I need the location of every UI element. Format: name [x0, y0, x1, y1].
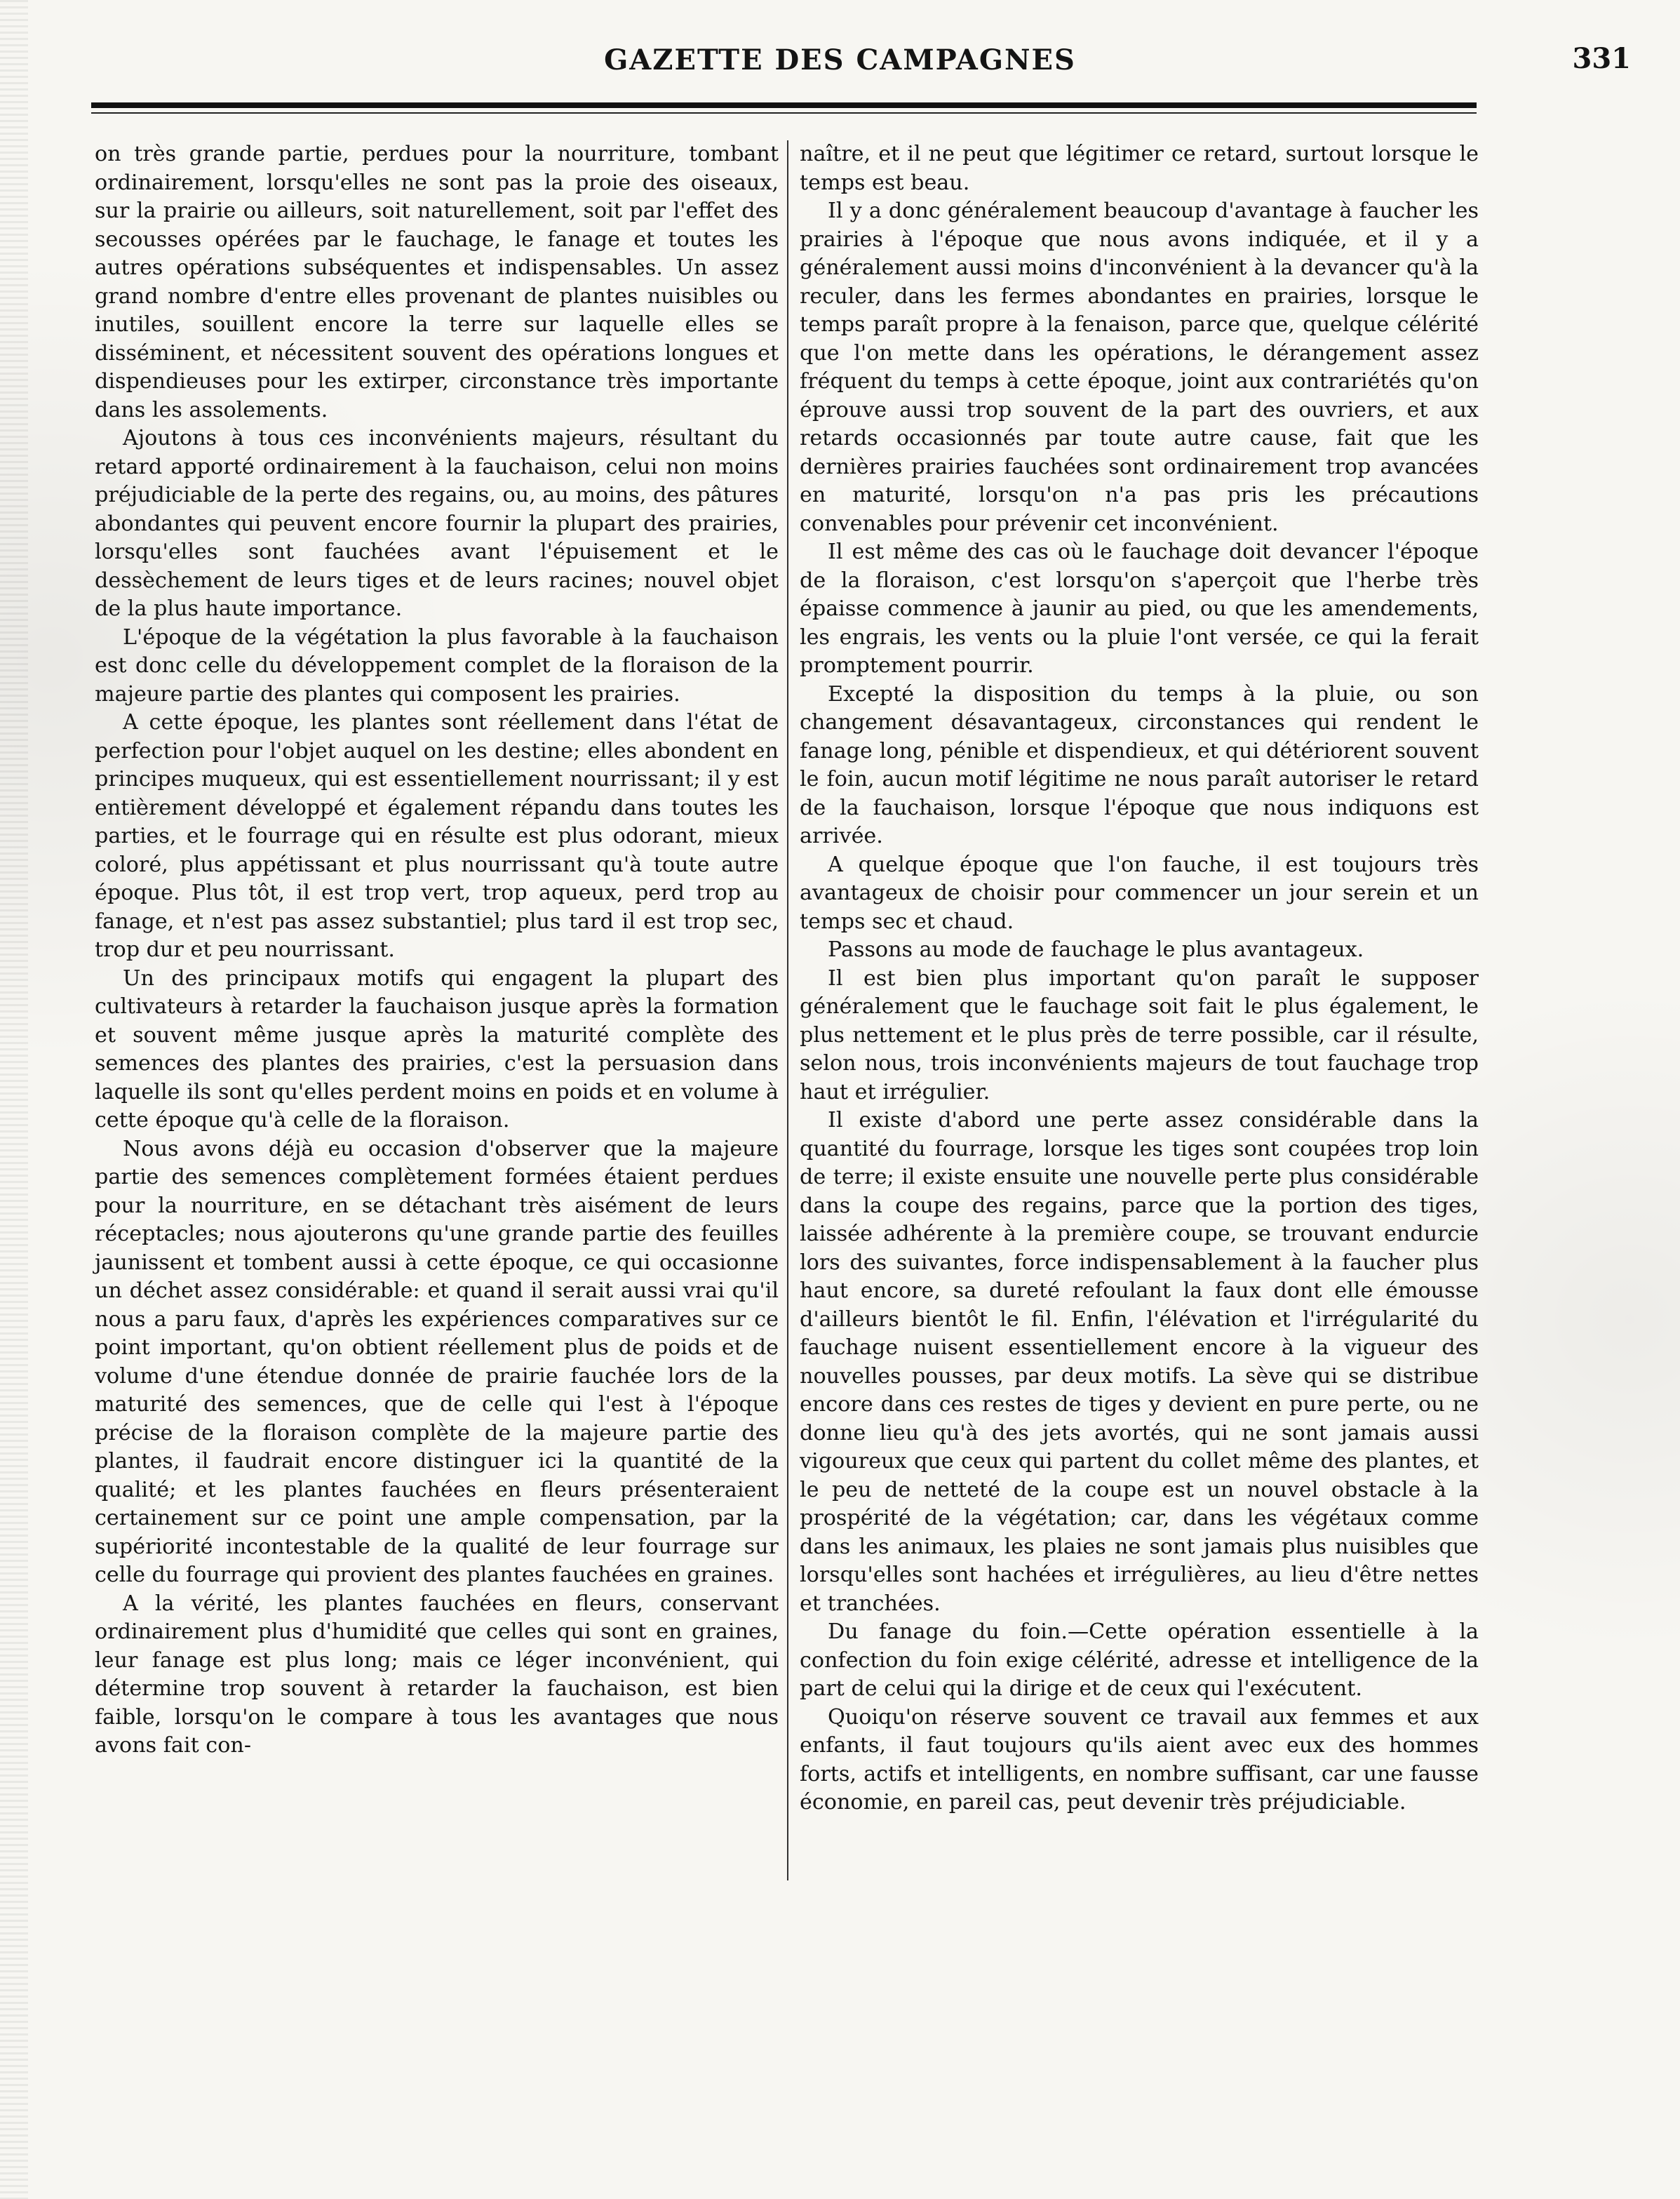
- publication-title: GAZETTE DES CAMPAGNES: [604, 44, 1076, 76]
- left-paragraph-1: on très grande partie, perdues pour la nourriture, tombant ordinairement, lorsqu'elles ne sont pas la proie des oiseaux, sur la prairie ou ailleurs, soit naturellement, soit par l'effet des secousses opérées par le fauchage, le fanage et toutes les autres opérations subséquentes et indispensables. Un assez grand nombre d'entre elles provenant de plantes nuisibles ou inutiles, souillent encore la terre sur laquelle elles se disséminent, et nécessitent souvent des opérations longues et dispendieuses pour les extirper, circonstance très importante dans les assolements.: [95, 142, 779, 422]
- column-divider: [787, 140, 788, 1880]
- right-paragraph-7: Il est bien plus important qu'on paraît le supposer généralement que le fauchage soit fait le plus également, le plus nettement et le plus près de terre possible, car il résulte, selon nous, trois inconvénients majeurs de tout fauchage trop haut et irrégulier.: [800, 965, 1479, 1104]
- page-header: [28, 36, 1652, 86]
- left-paragraph-3: L'époque de la végétation la plus favorable à la fauchaison est donc celle du développement complet de la floraison de la majeure partie des plantes qui composent les prairies.: [95, 624, 779, 707]
- right-column: [800, 140, 1479, 1817]
- right-paragraph-8: Il existe d'abord une perte assez considérable dans la quantité du fourrage, lorsque les tiges sont coupées trop loin de terre; il existe ensuite une nouvelle perte plus considérable dans la coupe des regains, parce que la portion des tiges, laissée adhérente à la première coupe, se trouvant endurcie lors des suivantes, force indispensablement à la faucher plus haut encore, sa dureté refoulant la faux dont elle émousse d'ailleurs bientôt le fil. Enfin, l'élévation et l'irrégularité du fauchage nuisent essentiellement encore à la vigueur des nouvelles pousses, par deux motifs. La sève qui se distribue encore dans ces restes de tiges y devient en pure perte, ou ne donne lieu qu'à des jets avortés, qui ne sont jamais aussi vigoureux que ceux qui partent du collet même des plantes, et le peu de netteté de la coupe est un nouvel obstacle à la prospérité de la végétation; car, dans les végétaux comme dans les animaux, les plaies ne sont jamais plus nuisibles que lorsqu'elles sont hachées et irrégulières, au lieu d'être nettes et tranchées.: [800, 1108, 1479, 1616]
- right-paragraph-5: A quelque époque que l'on fauche, il est toujours très avantageux de choisir pour commencer un jour serein et un temps sec et chaud.: [800, 852, 1479, 934]
- page-number: 331: [1572, 42, 1631, 75]
- header-rule-thin: [91, 112, 1477, 114]
- right-paragraph-10: Quoiqu'on réserve souvent ce travail aux femmes et aux enfants, il faut toujours qu'ils aient avec eux des hommes forts, actifs et intelligents, en nombre suffisant, car une fausse économie, en pareil cas, peut devenir très préjudiciable.: [800, 1704, 1479, 1814]
- right-paragraph-2: Il y a donc généralement beaucoup d'avantage à faucher les prairies à l'époque que nous avons indiquée, et il y a généralement aussi moins d'inconvénient à la devancer qu'à la reculer, dans les fermes abondantes en prairies, lorsque le temps paraît propre à la fenaison, parce que, quelque célérité que l'on mette dans les opérations, le dérangement assez fréquent du temps à cette époque, joint aux contrariétés qu'on éprouve aussi trop souvent de la part des ouvriers, et aux retards occasionnés par toute autre cause, fait que les dernières prairies fauchées sont ordinairement trop avancées en maturité, lorsqu'on n'a pas pris les précautions convenables pour prévenir cet inconvénient.: [800, 199, 1479, 536]
- left-paragraph-4: A cette époque, les plantes sont réellement dans l'état de perfection pour l'objet auquel on les destine; elles abondent en principes muqueux, qui est essentiellement nourrissant; il y est entièrement développé et également répandu dans toutes les parties, et le fourrage qui en résulte est plus odorant, mieux coloré, plus appétissant et plus nourrissant qu'à toute autre époque. Plus tôt, il est trop vert, trop aqueux, perd trop au fanage, et n'est pas assez substantiel; plus tard il est trop sec, trop dur et peu nourrissant.: [95, 710, 779, 962]
- left-column: [95, 140, 779, 1760]
- left-paragraph-2: Ajoutons à tous ces inconvénients majeurs, résultant du retard apporté ordinairement à la fauchaison, celui non moins préjudiciable de la perte des regains, ou, au moins, des pâtures abondantes qui peuvent encore fournir la plupart des prairies, lorsqu'elles sont fauchées avant l'épuisement et le dessèchement de leurs tiges et de leurs racines; nouvel objet de la plus haute importance.: [95, 426, 779, 621]
- left-paragraph-5: Un des principaux motifs qui engagent la plupart des cultivateurs à retarder la fauchaison jusque après la formation et souvent même jusque après la maturité complète des semences des plantes des prairies, c'est la persuasion dans laquelle ils sont qu'elles perdent moins en poids et en volume à cette époque qu'à celle de la floraison.: [95, 965, 779, 1132]
- right-paragraph-1: naître, et il ne peut que légitimer ce retard, surtout lorsque le temps est beau.: [800, 142, 1479, 195]
- left-paragraph-6: Nous avons déjà eu occasion d'observer que la majeure partie des semences complètement formées étaient perdues pour la nourriture, en se détachant très aisément de leurs réceptacles; nous ajouterons qu'une grande partie des feuilles jaunissent et tombent aussi à cette époque, ce qui occasionne un déchet assez considérable: et quand il serait aussi vrai qu'il nous a paru faux, d'après les expériences comparatives sur ce point important, qu'on obtient réellement plus de poids et de volume d'une étendue donnée de prairie fauchée lors de la maturité des semences, que de celle qui l'est à l'époque précise de la floraison complète de la majeure partie des plantes, il faudrait encore distinguer ici la quantité de la qualité; et les plantes fauchées en fleurs présenteraient certainement sur ce point une ample compensation, par la supériorité incontestable de la qualité de leur fourrage sur celle du fourrage qui provient des plantes fauchées en graines.: [95, 1136, 779, 1587]
- binding-edge: [0, 0, 28, 2199]
- right-paragraph-3: Il est même des cas où le fauchage doit devancer l'époque de la floraison, c'est lorsqu'on s'aperçoit que l'herbe très épaisse commence à jaunir au pied, ou que les amendements, les engrais, les vents ou la pluie l'ont versée, ce qui la ferait promptement pourrir.: [800, 540, 1479, 678]
- right-paragraph-4: Excepté la disposition du temps à la pluie, ou son changement désavantageux, circonstances qui rendent le fanage long, pénible et dispendieux, et qui détériorent souvent le foin, aucun motif légitime ne nous paraît autoriser le retard de la fauchaison, lorsque l'époque que nous indiquons est arrivée.: [800, 681, 1479, 848]
- right-paragraph-9: Du fanage du foin.—Cette opération essentielle à la confection du foin exige célérité, adresse et intelligence de la part de celui qui la dirige et de ceux qui l'exécutent.: [800, 1619, 1479, 1701]
- left-paragraph-7: A la vérité, les plantes fauchées en fleurs, conservant ordinairement plus d'humidité que celles qui sont en graines, leur fanage est plus long; mais ce léger inconvénient, qui détermine trop souvent à retarder la fauchaison, est bien faible, lorsqu'on le compare à tous les avantages que nous avons fait con-: [95, 1591, 779, 1758]
- header-rule-thick: [91, 102, 1477, 108]
- right-paragraph-6: Passons au mode de fauchage le plus avantageux.: [828, 937, 1364, 962]
